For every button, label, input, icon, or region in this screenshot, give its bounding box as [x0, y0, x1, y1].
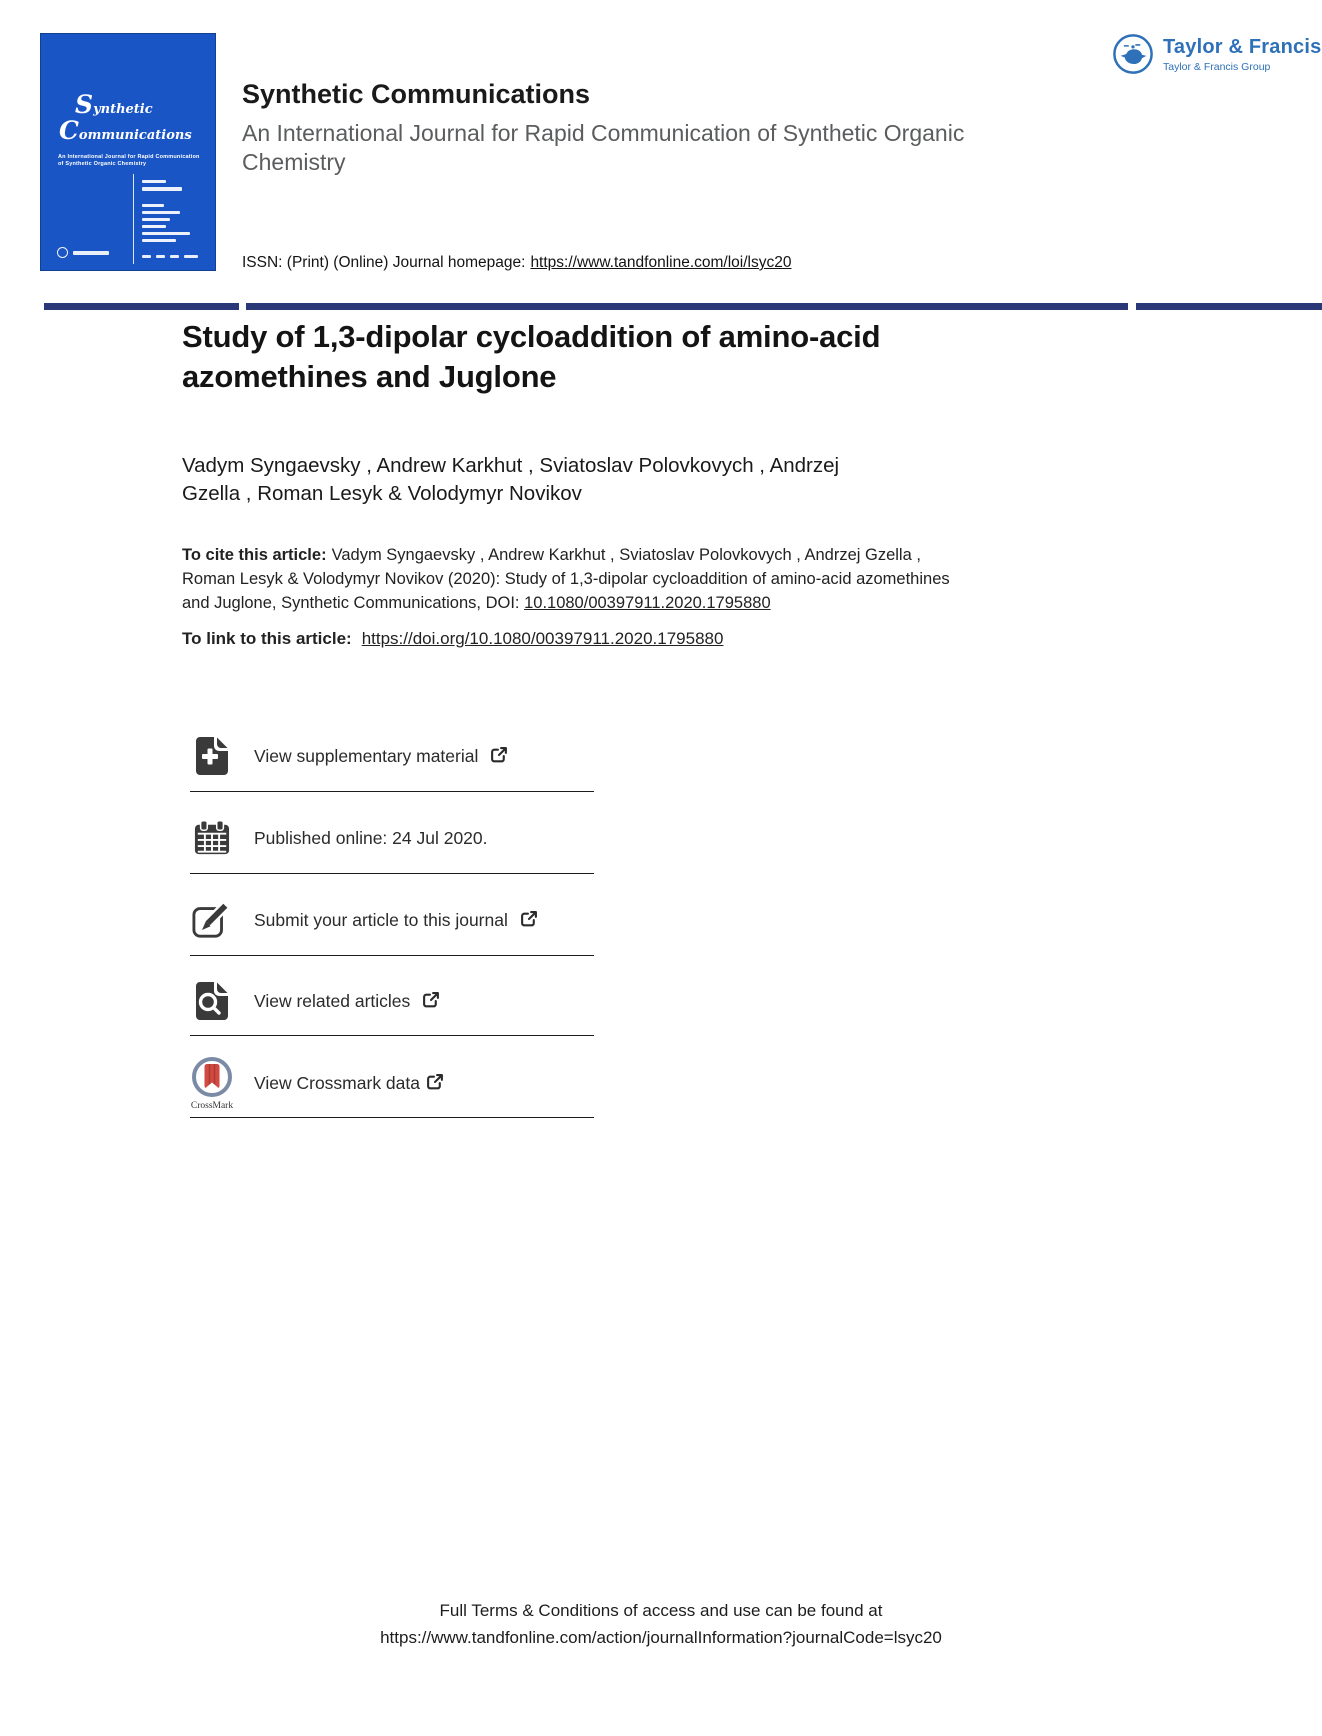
- supplementary-material-icon: [190, 736, 234, 776]
- cite-label: To cite this article:: [182, 546, 327, 564]
- action-label: View Crossmark data: [254, 1072, 420, 1093]
- crossmark-caption: CrossMark: [190, 1100, 234, 1111]
- row-divider: [190, 873, 594, 874]
- journal-subtitle: An International Journal for Rapid Communication of Synthetic Organic Chemistry: [242, 120, 965, 175]
- crossmark-icon: [190, 1056, 234, 1111]
- submit-article-icon: [190, 900, 234, 940]
- view-crossmark-data-link[interactable]: [190, 1044, 594, 1122]
- publisher-logo: [1112, 33, 1321, 75]
- row-divider: [190, 955, 594, 956]
- cover-publisher-circle-icon: [57, 247, 68, 258]
- link-label: To link to this article:: [182, 629, 352, 648]
- terms-footer: [0, 1597, 1322, 1651]
- related-articles-icon: [190, 981, 234, 1021]
- journal-cover-thumbnail: [40, 33, 216, 271]
- external-link-icon: [422, 991, 440, 1009]
- view-related-articles-link[interactable]: [190, 968, 594, 1034]
- view-supplementary-material-link[interactable]: [190, 723, 594, 789]
- issn-line: [242, 254, 791, 272]
- article-doi-link[interactable]: https://doi.org/10.1080/00397911.2020.1795880: [361, 629, 724, 648]
- submit-article-link[interactable]: [190, 887, 594, 953]
- cover-subtitle: An International Journal for Rapid Communication of Synthetic Organic Chemistry: [58, 154, 200, 167]
- action-label: View supplementary material: [254, 745, 479, 766]
- journal-title: Synthetic Communications: [242, 79, 591, 109]
- journal-homepage-link[interactable]: https://www.tandfonline.com/loi/lsyc20: [530, 254, 792, 271]
- article-link-line: [182, 629, 723, 649]
- publisher-name: Taylor & Francis: [1163, 35, 1322, 58]
- action-label: View related articles: [254, 990, 411, 1011]
- taylor-francis-lamp-icon: [1112, 33, 1154, 75]
- cover-title-line2: Communications: [59, 115, 192, 145]
- published-online-row: [190, 805, 594, 871]
- issn-label: ISSN: (Print) (Online) Journal homepage:: [242, 254, 526, 271]
- article-title: Study of 1,3-dipolar cycloaddition of amino-acid azomethines and Juglone: [182, 319, 881, 394]
- row-divider: [190, 1035, 594, 1036]
- terms-url[interactable]: https://www.tandfonline.com/action/journalInformation?journalCode=lsyc20: [380, 1628, 942, 1647]
- cite-text: Vadym Syngaevsky , Andrew Karkhut , Sviatoslav Polovkovych , Andrzej Gzella , Roman Lesyk & Volodymyr Novikov (2020): Study of 1,3-dipolar cycloaddition of amino-acid azomethines and Juglone, Synthetic Communications, DOI:: [182, 546, 950, 612]
- cover-volume-info: [142, 255, 198, 258]
- external-link-icon: [520, 910, 538, 928]
- article-authors: Vadym Syngaevsky , Andrew Karkhut , Sviatoslav Polovkovych , Andrzej Gzella , Roman Lesyk & Volodymyr Novikov: [182, 454, 840, 505]
- citation-block: [182, 543, 957, 615]
- publisher-group: Taylor & Francis Group: [1163, 60, 1271, 73]
- action-label: Submit your article to this journal: [254, 909, 508, 930]
- calendar-icon: [190, 819, 234, 857]
- cite-doi-link[interactable]: 10.1080/00397911.2020.1795880: [524, 594, 771, 612]
- cover-publisher-wordmark: [73, 251, 109, 255]
- action-label: Published online: 24 Jul 2020.: [254, 827, 488, 848]
- cover-editors-text-lines: [142, 180, 190, 246]
- row-divider: [190, 791, 594, 792]
- terms-line: Full Terms & Conditions of access and use can be found at: [439, 1601, 883, 1620]
- header-rule-left: [44, 303, 239, 310]
- header-rule-center: [246, 303, 1128, 310]
- cover-title-line1: Synthetic: [75, 90, 153, 119]
- header-rule-right: [1136, 303, 1322, 310]
- external-link-icon: [426, 1073, 444, 1091]
- publisher-text: [1163, 36, 1321, 73]
- row-divider: [190, 1117, 594, 1118]
- cover-divider-line: [133, 174, 134, 264]
- cover-title: [59, 92, 192, 143]
- external-link-icon: [490, 746, 508, 764]
- cover-publisher-mini-logo: [57, 247, 109, 258]
